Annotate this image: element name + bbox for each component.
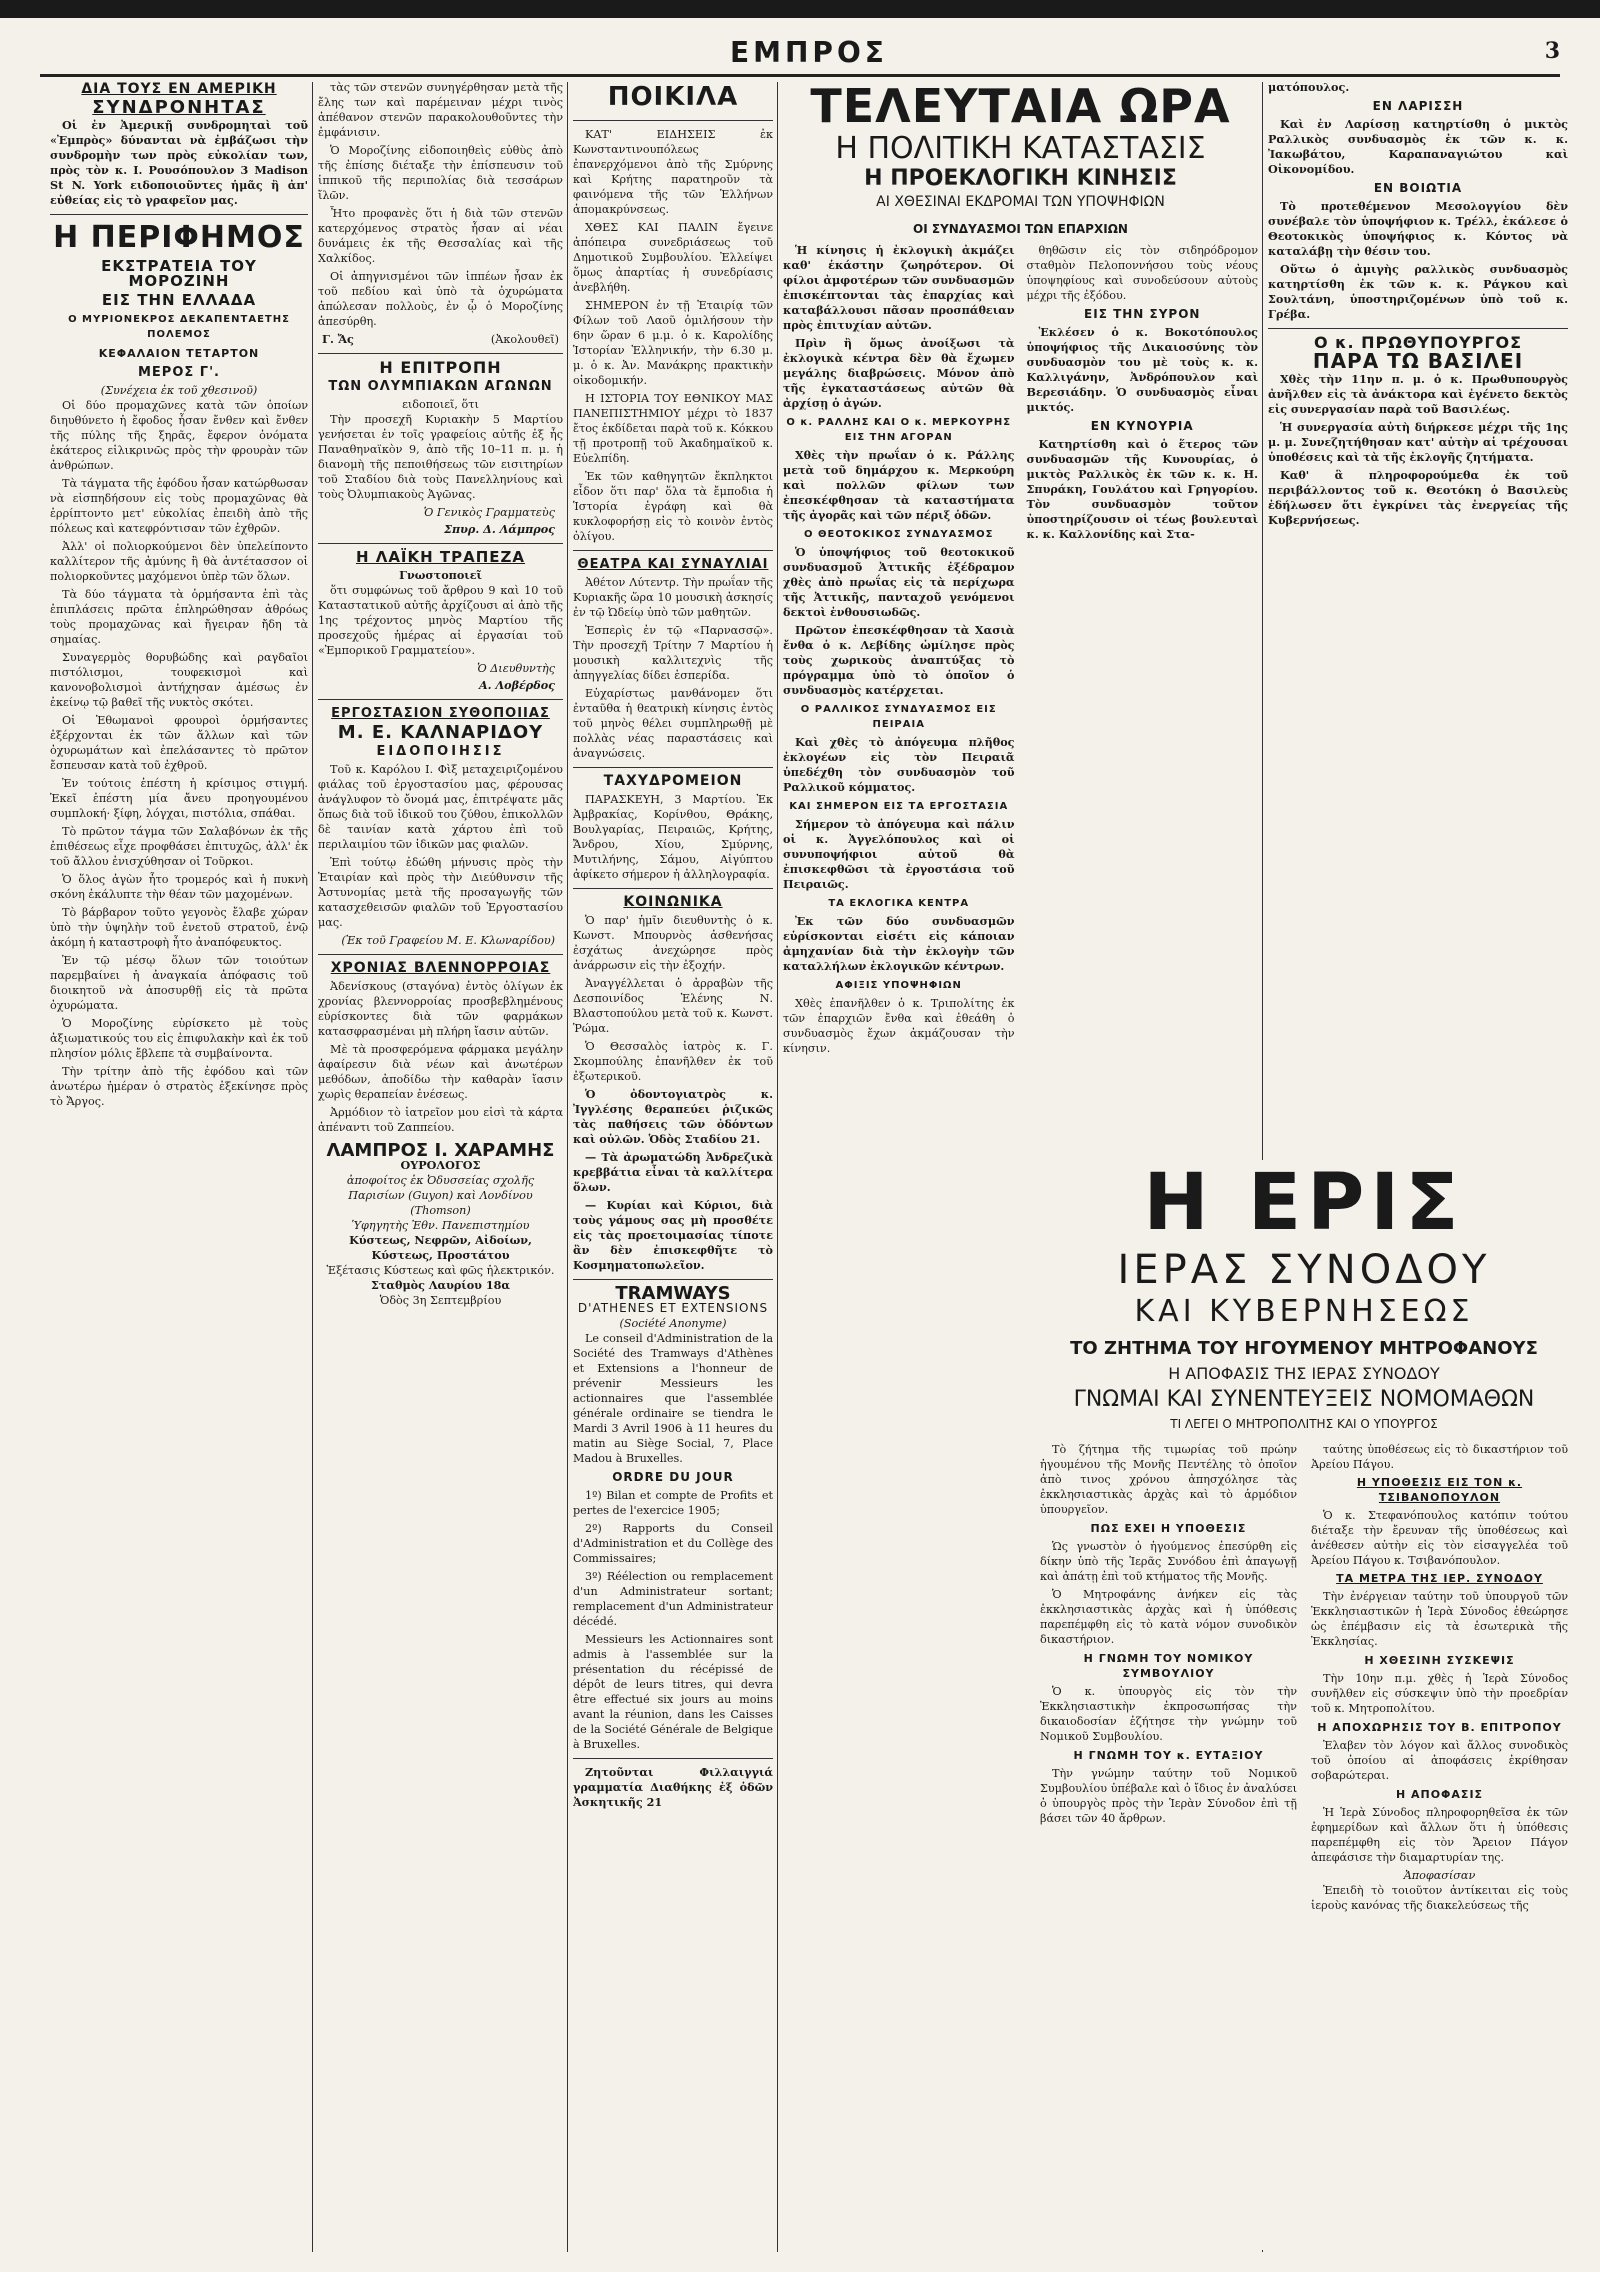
eris-body (1040, 1442, 1568, 1916)
bank-signer-title: Ὁ Διευθυντὴς (477, 662, 555, 675)
serial-subtitle: ΕΚΣΤΡΑΤΕΙΑ ΤΟΥ ΜΟΡΟΖΙΝΗ (101, 257, 257, 290)
eris-paragraph: Ἡ Ἱερὰ Σύνοδος πληροφορηθεῖσα ἐκ τῶν ἐφημερίδων καὶ ἄλλων ὅτι ἡ ὑπόθεσις παρεπέμφθη εἰς τὸν Ἄρειον Πάγον ἀπεφάσισε τὴν διαμαρτυρίαν της. (1311, 1806, 1568, 1864)
social-item: Ὁ παρ' ἡμῖν διευθυντὴς ὁ κ. Κωνστ. Μπουρνὸς ἀσθενήσας ἐσχάτως ἀνεχώρησε πρὸς ἀνάρρωσιν εἰς τὴν ἐξοχήν. (573, 914, 773, 972)
lead-headline: Η ΠΟΛΙΤΙΚΗ ΚΑΤΑΣΤΑΣΙΣ (835, 131, 1206, 166)
theatre-head: ΘΕΑΤΡΑ ΚΑΙ ΣΥΝΑΥΛΙΑΙ (577, 557, 769, 572)
factory-paragraph: Ἐπὶ τούτῳ ἐδώθη μήνυσις πρὸς τὴν Ἑταιρίαν καὶ πρὸς τὴν Διεύθυνσιν τῆς Ἀστυνομίας μετὰ τῆς προσαγωγῆς τῶν κατασχεθεισῶν φιαλῶν τοῦ Ἐργοστασίου μας. (318, 856, 563, 929)
eris-subsection: Η ΑΠΟΦΑΣΙΣ (1395, 1788, 1484, 1801)
eris-subsection: Η ΓΝΩΜΗ ΤΟΥ ΝΟΜΙΚΟΥ ΣΥΜΒΟΥΛΙΟΥ (1083, 1652, 1254, 1680)
serial-subtitle-3: Ο ΜΥΡΙΟΝΕΚΡΟΣ ΔΕΚΑΠΕΝΤΑΕΤΗΣ ΠΟΛΕΜΟΣ (68, 314, 290, 340)
divider (573, 888, 773, 889)
doctor-detail: Σταθμὸς Λαυρίου 18α (370, 1278, 511, 1292)
divider (573, 767, 773, 768)
eris-paragraph: Ἐπειδὴ τὸ τοιοῦτον ἀντίκειται εἰς τοὺς ἱεροὺς κανόνας τῆς διακελεύσεως τῆς (1311, 1884, 1568, 1912)
clinic-paragraph: Ἀρμόδιον τὸ ἰατρεῖον μου εἰσὶ τὰ κάρτα ἀπέναντι τοῦ Ζαππείου. (318, 1106, 563, 1134)
social-item: Ὁ ὀδοντογιατρὸς κ. Ἰγγλέσης θεραπεύει ῥιζικῶς τὰς παθήσεις τῶν ὀδόντων καὶ οὐλῶν. Ὁδὸς Σταδίου 21. (573, 1087, 773, 1146)
committee-signer-title: Ὁ Γενικὸς Γραμματεὺς (423, 506, 555, 519)
masthead (0, 36, 1600, 70)
article-paragraph: Ὁ Μοροζίνης εὑρίσκετο μὲ τοὺς ἀξιωματικούς του εἰς ἐπιφυλακὴν καὶ ἐκ τοῦ πλησίον μόλις ἔβλεπε τὰ συμβαίνοντα. (50, 1017, 308, 1060)
news-item: ΣΗΜΕΡΟΝ ἐν τῇ Ἑταιρίᾳ τῶν Φίλων τοῦ Λαοῦ ὁμιλήσουν τὴν 6ην ὥραν 6 μ.μ. ὁ κ. Καρολίδης Ἱστορίαν Ἑλληνικήν, τὴν 6.30 μ. μ. ὁ κ. Ἀν. Μανάκρης πρακτικὴν οἰκοδομικήν. (573, 299, 773, 387)
factory-paragraph: Τοῦ κ. Καρόλου Ι. Φὶξ μεταχειριζομένου φιάλας τοῦ ἐργοστασίου μας, φέρουσας ἀνάγλυφον τὸ ὄνομά μας, ἐπιτρέψατε μᾶς ὅπως διὰ τοῦ ἰδικοῦ του ζύθου, ἐπικολλῶν δὲ ταινίαν κατὰ χάρτου ἐπὶ τοῦ περιλαιμίου τῶν ἰδικῶν μας φιαλῶν. (318, 763, 563, 851)
eris-subsection: Η ΓΝΩΜΗ ΤΟΥ κ. ΕΥΤΑΞΙΟΥ (1073, 1749, 1264, 1762)
tramways-agenda-item: 1º) Bilan et compte de Profits et pertes de l'exercice 1905; (573, 1489, 773, 1517)
divider (573, 1279, 773, 1280)
divider (318, 543, 563, 544)
doctor-specialty: ΟΥΡΟΛΟΓΟΣ (400, 1158, 481, 1172)
lead-body-right (1027, 243, 1259, 1059)
voiotia-head: ΕΝ ΒΟΙΩΤΙΑ (1373, 181, 1463, 195)
column-3 (573, 80, 773, 2252)
eris-subsection: Η ΥΠΟΘΕΣΙΣ ΕΙΣ ΤΟΝ κ. ΤΣΙΒΑΝΟΠΟΥΛΟΝ (1356, 1476, 1523, 1504)
post-head: ΤΑΧΥΔΡΟΜΕΙΟΝ (603, 773, 743, 789)
eris-paragraph: Ὡς γνωστὸν ὁ ἡγούμενος ἐπεσύρθη εἰς δίκην ὑπὸ τῆς Ἱερᾶς Συνόδου ἐπὶ ἀπαγωγῇ καὶ ἀπάτῃ ἐπὶ τοῦ κτήματος τῆς Μονῆς. (1040, 1540, 1297, 1583)
eris-feature (1040, 1160, 1568, 2250)
eris-title: Η ΕΡΙΣ (1143, 1160, 1465, 1248)
article-paragraph: Τὸ βάρβαρον τοῦτο γεγονὸς ἔλαβε χώραν ὑπὸ τὴν ὑψηλὴν τοῦ ἐνετοῦ στρατοῦ, ἐνῷ ἀκόμη ἡ καταστροφὴ ἦτο ἀναπόφευκτος. (50, 906, 308, 949)
article-paragraph: Τὰ τάγματα τῆς ἐφόδου ἦσαν κατώρθωσαν νὰ εἰσπηδήσουν εἰς τοὺς προμαχῶνας θὰ ἐρρίπτοντο μετ' εὐκολίας ἐπειδὴ ἀπὸ τῆς πόλεως καὶ κατεφρόντισαν τῶν ἐχθρῶν. (50, 477, 308, 535)
column-divider (312, 82, 313, 2252)
committee-paragraph: Τὴν προσεχῆ Κυριακὴν 5 Μαρτίου γενήσεται ἐν τοῖς γραφείοις αὐτῆς ἐξ ἧς Παναθηναϊκὸν 9, ἀπὸ τῆς 10–11 π. μ. ἡ διανομὴ τῆς πεποιθήσεως τῶν εισιτηρίων τοῦ Σταδίου διὰ τοὺς Πανελληνίους καὶ τοὺς Ὀλυμπιακοὺς Ἀγῶνας. (318, 413, 563, 501)
bank-notice: Γνωστοποιεῖ (399, 568, 482, 582)
theatre-item: Ἑσπερὶς ἐν τῷ «Παρνασσῷ». Τὴν προσεχῆ Τρίτην 7 Μαρτίου ἡ μουσικὴ καλλιτεχνὶς τῆς ἀπηγγελίας δίδει ἑσπερίδα. (573, 624, 773, 682)
page-top-border (0, 0, 1600, 18)
doctor-detail: Ὁδὸς 3η Σεπτεμβρίου (379, 1294, 502, 1307)
tramways-subhead: D'ATHENES ET EXTENSIONS (577, 1301, 769, 1315)
pm-head-2: ΠΑΡΑ ΤΩ ΒΑΣΙΛΕΙ (1312, 349, 1524, 373)
masthead-rule (40, 74, 1560, 77)
article-paragraph: Ὁ ὅλος ἀγὼν ἦτο τρομερός καὶ ἡ πυκνὴ σκόνη ἐκάλυπτε τὴν θέαν τῶν μαχομένων. (50, 873, 308, 901)
voiotia-paragraph: Οὕτω ὁ ἀμιγὴς ραλλικὸς συνδυασμὸς κατηρτίσθη ἐκ τῶν κ. κ. Ράγκου καὶ Σουλτάνη, ὑποστηριζομένων ὑπὸ τοῦ κ. Γρέβα. (1268, 262, 1568, 321)
column-5 (1268, 80, 1568, 1152)
eris-paragraph: Τὸ ζήτημα τῆς τιμωρίας τοῦ πρώην ἡγουμένου τῆς Μονῆς Πεντέλης τὸ ὁποῖον ἀπὸ τινος χρόνου ἀπησχόλησε τὰς ἐκκλησιαστικὰς ἀρχὰς καὶ τὸ ἁρμόδιον ὑπουργεῖον. (1040, 1443, 1297, 1516)
article-paragraph: τὰς τῶν στενῶν συνηγέρθησαν μετὰ τῆς ἔλης των καὶ παρέμειναν μέχρι τινὸς ἀπέθανον στενῶν παρακολουθοῦντες τὴν ἐμφάνισιν. (318, 81, 563, 139)
post-item: ΠΑΡΑΣΚΕΥΗ, 3 Μαρτίου. Ἐκ Ἀμβρακίας, Κορίνθου, Θράκης, Βουλγαρίας, Πειραιῶς, Κρήτης, Ἄνδρου, Χίου, Σμύρνης, Μυτιλήνης, Σάμου, Αἰγύπτου ἀφίκετο σήμερον ἡ ἀλληλογραφία. (573, 793, 773, 881)
article-paragraph: Τὰ δύο τάγματα τὰ ὁρμήσαντα ἐπὶ τὰς ἐπιπλάσεις πρῶτα ἐπληρώθησαν ἀθρόως τοὺς προμαχῶνας καὶ ἤγειραν ἤδη τὰ σημαίας. (50, 588, 308, 646)
serial-chapter: ΚΕΦΑΛΑΙΟΝ ΤΕΤΑΡΤΟΝ (98, 347, 260, 360)
social-item: Ἀναγγέλλεται ὁ ἀρραβὼν τῆς Δεσποινίδος Ἑλένης Ν. Βλαστοπούλου μετὰ τοῦ κ. Κωνστ. Ῥώμα. (573, 977, 773, 1035)
lead-paragraph: Κατηρτίσθη καὶ ὁ ἕτερος τῶν συνδυασμῶν τῆς Κυνουρίας, ὁ μικτὸς Ραλλικὸς ἐκ τῶν κ. κ. Η. Σπυράκη, Γουλάτου καὶ Γρηγορίου. Τὸν συνδυασμὸν τοῦτον ὑποστηρίζουσιν οἱ τέως βουλευταὶ κ. κ. Καλλονίδης καὶ Στα- (1026, 437, 1258, 541)
eris-paragraph: Ὁ κ. Στεφανόπουλος κατόπιν τούτου διέταξε τὴν ἔρευναν τῆς ὑποθέσεως καὶ ἀνέθεσεν αὐτὴν εἰς τὸν εἰσαγγελέα τοῦ Ἀρείου Πάγου κ. Τσιβανόπουλον. (1311, 1509, 1568, 1567)
voiotia-paragraph: Τὸ προτεθέμενον Μεσολογγίου δὲν συνέβαλε τὸν ὑποψήφιον κ. Τρέλλ, ἐκάλεσε ὁ Θεοτοκικὸς ὑποψήφιος κ. Κόντος νὰ καταλάβῃ τὴν θέσιν του. (1268, 199, 1568, 258)
tramways-company-type: (Société Anonyme) (619, 1317, 727, 1330)
clinic-paragraph: Μὲ τὰ προσφερόμενα φάρμακα μεγάλην ἀφαίρεσιν διὰ νέων καὶ ἀνωτέρων μεθόδων, ἀποδίδω τὴν καθαρὰν ἴασιν χωρὶς θεραπείαν ἐνέσεως. (318, 1043, 563, 1101)
article-paragraph: Συναγερμὸς θορυβώδης καὶ ραγδαῖοι πιστόλισμοι, τουφεκισμοὶ καὶ κανονοβολισμοὶ ἀντήχησαν ἀμέσως ἐν ἐκείνῳ τῷ βαθεῖ τῆς νυκτὸς σκότει. (50, 651, 308, 709)
article-paragraph: Ὁ Μοροζίνης εἰδοποιηθεὶς εὐθὺς ἀπὸ τῆς ἐπίσης διέταξε τὴν ἐπίσπευσιν τοῦ ἱππικοῦ τῆς περιπολίας διὰ τεσσάρων ἴλῶν. (318, 144, 563, 202)
america-head: ΔΙΑ ΤΟΥΣ ΕΝ ΑΜΕΡΙΚΗ (81, 81, 277, 97)
eris-paragraph: Τὴν γνώμην ταύτην τοῦ Νομικοῦ Συμβουλίου ὑπέβαλε καὶ ὁ ἴδιος ἐν ἀναλύσει ὁ ὑπουργὸς πρὸς τὴν Ἱερὰν Σύνοδον ἐπὶ τῇ βάσει τῶν 40 ἄρθρων. (1040, 1767, 1297, 1825)
eris-paragraph: Τὴν 10ην π.μ. χθὲς ἡ Ἱερὰ Σύνοδος συνῆλθεν εἰς σύσκεψιν ὑπὸ τὴν προεδρίαν τοῦ κ. Μητροπολίτου. (1311, 1672, 1568, 1715)
eris-paragraph: Τὴν ἐνέργειαν ταύτην τοῦ ὑπουργοῦ τῶν Ἐκκλησιαστικῶν ἡ Ἱερὰ Σύνοδος ἐθεώρησε ὡς ἐπέμβασιν εἰς τὰ ἐσωτερικὰ τῆς Ἐκκλησίας. (1311, 1590, 1568, 1648)
lead-paragraph: Ὁ ὑποψήφιος τοῦ θεοτοκικοῦ συνδυασμοῦ Ἀττικῆς ἐξέδραμον χθὲς ἀπὸ πρωΐας εἰς τὰ περίχωρα τῆς Ἀττικῆς, πανταχοῦ γενόμενοι δεκτοὶ ἐνθουσιωδῶς. (783, 545, 1015, 619)
factory-name: Μ. Ε. ΚΑΛΝΑΡΙΔΟΥ (337, 722, 544, 743)
lead-subsection: Ο κ. ΡΑΛΛΗΣ ΚΑΙ Ο κ. ΜΕΡΚΟΥΡΗΣ ΕΙΣ ΤΗΝ ΑΓΟΡΑΝ (786, 417, 1012, 443)
eris-paragraph: Ὁ κ. ὑπουργὸς εἰς τὸν τὴν Ἐκκλησιαστικὴν ἐκπροσωπήσας τὴν δικαιοδοσίαν ἐζήτησε τὴν γνώμην τοῦ Νομικοῦ Συμβουλίου. (1040, 1685, 1297, 1743)
divider (573, 120, 773, 121)
lead-paragraph: Ἐκλέσεν ὁ κ. Βοκοτόπουλος ὑποψήφιος τῆς Δικαιοσύνης τὸν συνδυασμὸν του μὲ τοὺς κ. κ. Καλλιγάνην, Ἀνδρόπουλον καὶ Βερεσιάδην. Ὁ συνδυασμὸς εἶναι μικτός. (1026, 325, 1258, 414)
lead-subsection: ΚΑΙ ΣΗΜΕΡΟΝ ΕΙΣ ΤΑ ΕΡΓΟΣΤΑΣΙΑ (789, 801, 1009, 812)
lead-paragraph: Ἡ κίνησις ἡ ἐκλογικὴ ἀκμάζει καθ' ἑκάστην ζωηρότερον. Οἱ φίλοι ἀμφοτέρων τῶν συνδυασμῶν ἐπισκέπτονται τὰς ἐπαρχίας καὶ καταβάλλουσι πᾶσαν προσπάθειαν πρὸς ἐπιτυχίαν αὐτῶν. (783, 243, 1015, 332)
theatre-item: Ἀθέτον Λύτεντρ. Τὴν πρωΐαν τῆς Κυριακῆς ὥρα 10 μουσικὴ ἀσκησίς ἐν τῷ Ὠδείῳ ὑπὸ τῶν μαθητῶν. (573, 576, 773, 619)
news-item: Ἐκ τῶν καθηγητῶν ἔκπληκτοι εἶδον ὅτι παρ' ὅλα τὰ ἔμποδια ἡ Ἱστορία ἐγράφη καὶ θὰ κυκλοφορήσῃ εἰς τὸ κοινὸν ἐντὸς ὀλίγου. (573, 470, 773, 543)
doctor-detail: Ὑφηγητὴς Ἐθν. Πανεπιστημίου (351, 1219, 530, 1232)
column-2 (318, 80, 563, 2252)
news-item: ΧΘΕΣ ΚΑΙ ΠΑΛΙΝ ἔγεινε ἀπόπειρα συνεδριάσεως τοῦ Δημοτικοῦ Συμβουλίου. Ἐλλείψει ὅμως ἀπαρτίας ἡ συνεδρίασις ἀνεβλήθη. (573, 221, 773, 294)
eris-subtitle-2: ΚΑΙ ΚΥΒΕΡΝΗΣΕΩΣ (1134, 1294, 1474, 1329)
bank-signer: Α. Λοβέρδος (478, 678, 555, 692)
larissa-paragraph: Καὶ ἐν Λαρίσσῃ κατηρτίσθη ὁ μικτὸς Ραλλικὸς συνδυασμὸς ἐκ τῶν κ. κ. Ἰακωβάτου, Καραπαναγιώτου καὶ Οἰκονομίδου. (1268, 117, 1568, 176)
eris-subsection: Η ΧΘΕΣΙΝΗ ΣΥΣΚΕΨΙΣ (1364, 1654, 1515, 1667)
social-item: — Κυρίαι καὶ Κύριοι, διὰ τοὺς γάμους σας μὴ προσθέτε εἰς τὰς προετοιμασίας τίποτε ἂν δὲν ἐπισκεφθῆτε τὸ Κοσμηματοπωλεῖον. (573, 1198, 773, 1272)
eris-deck-3: ΓΝΩΜΑΙ ΚΑΙ ΣΥΝΕΝΤΕΥΞΕΙΣ ΝΟΜΟΜΑΘΩΝ (1073, 1387, 1535, 1412)
social-item: — Τὰ ἀρωματώδη Ἀνδρεζικὰ κρεββάτια εἶναι τὰ καλλίτερα ὅλων. (573, 1150, 773, 1194)
eris-deck-4: ΤΙ ΛΕΓΕΙ Ο ΜΗΤΡΟΠΟΛΙΤΗΣ ΚΑΙ Ο ΥΠΟΥΡΓΟΣ (1170, 1417, 1438, 1431)
divider (318, 699, 563, 700)
divider (318, 954, 563, 955)
news-item: ΚΑΤ' ΕΙΔΗΣΕΙΣ ἐκ Κωνσταντινουπόλεως ἐπανερχόμενοι ἀπὸ τῆς Σμύρνης καὶ Κρήτης παρατηροῦν τὰ φαινόμενα τῆς τῶν Ἑλλήνων ἀπομακρύνσεως. (573, 128, 773, 216)
article-paragraph: Ἀλλ' οἱ πολιορκούμενοι δὲν ὑπελείποντο καλλίτερον τῆς ἀμύνης ἢ θὰ ἀντέτασσον οἱ πολιορκοῦντες μαχόμενοι ὑπὲρ τῶν ὅλων. (50, 540, 308, 583)
pm-paragraph: Χθὲς τὴν 11ην π. μ. ὁ κ. Πρωθυπουργὸς ἀνῆλθεν εἰς τὰ ἀνάκτορα καὶ ἐγένετο δεκτὸς εἰς συνεργασίαν παρὰ τοῦ Βασιλέως. (1268, 372, 1568, 416)
divider (318, 353, 563, 354)
article-paragraph: Ἦτο προφανὲς ὅτι ἡ διὰ τῶν στενῶν κατερχόμενος στρατὸς ἦσαν αἱ νέαι δυνάμεις ἐκ τῆς Θεσσαλίας καὶ τῆς Χαλκίδος. (318, 207, 563, 265)
tramways-agenda-item: Messieurs les Actionnaires sont admis à l'assemblée sur la présentation du récépissé de dépôt de leurs titres, qui devra être effectué six jours au moins avant la réunion, dans les Caisses de la Société Générale de Belgique à Bruxelles. (573, 1633, 773, 1751)
serial-title: Η ΠΕΡΙΦΗΜΟΣ (53, 220, 305, 255)
page-number: 3 (1544, 38, 1560, 64)
lead-paragraph: Σήμερον τὸ ἀπόγευμα καὶ πάλιν οἱ κ. Ἀγγελόπουλος καὶ οἱ συνυποψήφιοι αὐτοῦ θὰ ἐπισκεφθῶσι τὰ ἐργοστάσια τοῦ Πειραιῶς. (783, 817, 1015, 891)
eris-paragraph: Ἐλαβεν τὸν λόγον καὶ ἄλλος συνοδικὸς τοῦ ὁποίου αἱ ἀποφάσεις ἐκρίθησαν σοβαρώτεραι. (1311, 1739, 1568, 1782)
committee-signer: Σπυρ. Δ. Λάμπρος (444, 522, 555, 536)
lead-body (783, 243, 1258, 1059)
committee-notice: ειδοποιεῖ, ὅτι (402, 398, 479, 411)
clinic-head: ΧΡΟΝΙΑΣ ΒΛΕΝΝΟΡΡΟΙΑΣ (330, 960, 551, 976)
article-paragraph: Ἐν τούτοις ἐπέστη ἡ κρίσιμος στιγμή. Ἐκεῖ ἐπέστη μία ἄνευ προηγουμένου συμπλοκή· ξίφη, λόγχαι, πιστόλια, σπάθαι. (50, 777, 308, 820)
lead-deck-2: ΟΙ ΣΥΝΔΥΑΣΜΟΙ ΤΩΝ ΕΠΑΡΧΙΩΝ (913, 222, 1128, 236)
committee-head: Η ΕΠΙΤΡΟΠΗ (379, 358, 502, 377)
poikila-head: ΠΟΙΚΙΛΑ (607, 82, 739, 112)
article-paragraph: Οἱ Ἑθωμανοὶ φρουροὶ ὁρμήσαντες ἐξέρχονται ἐκ τῶν ἄλλων καὶ τῶν ὀχυρωμάτων καὶ ἐπελάσαντες τὸ πρῶτον ἔσπευσαν κατὰ τοῦ ἐχθροῦ. (50, 714, 308, 772)
eris-subsection: ΤΑ ΜΕΤΡΑ ΤΗΣ ΙΕΡ. ΣΥΝΟΔΟΥ (1336, 1572, 1543, 1585)
lead-kicker: ΤΕΛΕΥΤΑΙΑ ΩΡΑ (810, 80, 1231, 133)
lead-subsection: ΑΦΙΞΙΣ ΥΠΟΨΗΦΙΩΝ (835, 980, 962, 991)
social-item: Ὁ Θεσσαλὸς ἰατρὸς κ. Γ. Σκομπούλης ἐπανῆλθεν ἐκ τοῦ ἐξωτερικοῦ. (573, 1040, 773, 1083)
article-paragraph: Τὸ πρῶτον τάγμα τῶν Σαλαβόνων ἐκ τῆς ἐπιθέσεως εἶχε προφθάσει ἐπιτυχῶς, ἀλλ' ἐκ τοῦ ἄλλου ἐνισχύθησαν οἱ Τοῦρκοι. (50, 825, 308, 868)
column-1 (50, 80, 308, 2252)
lead-paragraph: Ἐκ τῶν δύο συνδυασμῶν εὑρίσκονται εἰσέτι εἰς κάποιαν ἀμηχανίαν διὰ τὴν ἐκλογὴν τῶν καταλλήλων ἐκλογικῶν κέντρων. (783, 914, 1015, 973)
lead-paragraph: Πρὶν ἢ ὅμως ἀνοίξωσι τὰ ἐκλογικὰ κέντρα δὲν θὰ ἔχωμεν μεγάλης διαβρώσεις. Μόνον ἀπὸ τῆς ἐγκαταστάσεως αὐτῶν θὰ ἀρχίσῃ ὁ ἀγών. (783, 336, 1015, 410)
divider (50, 214, 308, 215)
eris-resolution: Ἀποφασίσαν (1403, 1869, 1476, 1882)
pm-paragraph: Ἡ συνεργασία αὐτὴ διήρκεσε μέχρι τῆς 1ης μ. μ. Συνεζητήθησαν κατ' αὐτὴν αἱ τρέχουσαι ὑποθέσεις καὶ τὰ τῆς ἐκλογῆς ζητήματα. (1268, 420, 1568, 464)
continued-note: (Ἀκολουθεῖ) (490, 333, 559, 346)
divider (573, 1758, 773, 1759)
lead-subsection: Ο ΡΑΛΛΙΚΟΣ ΣΥΝΔΥΑΣΜΟΣ ΕΙΣ ΠΕΙΡΑΙΑ (800, 704, 997, 730)
theatre-item: Εὐχαρίστως μανθάνομεν ὅτι ἐνταῦθα ἡ θεατρικὴ κίνησις ἐντὸς τοῦ μηνὸς θέλει συμπληρωθῇ μὲ πολλὰς νέας παραστάσεις καὶ ἀναγνώσεις. (573, 687, 773, 760)
bank-head: Η ΛΑΪΚΗ ΤΡΑΠΕΖΑ (355, 548, 526, 566)
doctor-name: ΛΑΜΠΡΟΣ Ι. ΧΑΡΑΜΗΣ (326, 1140, 555, 1161)
tramways-agenda-item: 2º) Rapports du Conseil d'Administration et du Collège des Commissaires; (573, 1522, 773, 1565)
bank-paragraph: ὅτι συμφώνως τοῦ ἄρθρου 9 καὶ 10 τοῦ Καταστατικοῦ αὐτῆς ἀρχίζουσι αἱ ἀπὸ τῆς 1ης τρέχοντος μηνὸς Μαρτίου τῆς προσεχοῦς ἡμέρας αἱ ἐργασίαι τοῦ «Ἐμπορικοῦ Γραμματείου». (318, 584, 563, 657)
paper-name: ΕΜΠΡΟΣ (730, 36, 888, 69)
factory-signature: (Ἐκ τοῦ Γραφείου Μ. Ε. Κλωναρίδου) (341, 934, 555, 947)
lead-subsection: ΕΝ ΚΥΝΟΥΡΙΑ (1090, 419, 1194, 433)
eris-subsection: ΠΩΣ ΕΧΕΙ Η ΥΠΟΘΕΣΙΣ (1090, 1522, 1247, 1535)
factory-notice: ΕΙΔΟΠΟΙΗΣΙΣ (376, 744, 505, 759)
news-item: Η ΙΣΤΟΡΙΑ ΤΟΥ ΕΘΝΙΚΟΥ ΜΑΣ ΠΑΝΕΠΙΣΤΗΜΙΟΥ μέχρι τὸ 1837 ἔτος ἐκδίδεται παρὰ τοῦ κ. Κόκκου τῇ προτροπῇ τοῦ Ἀκαδημαϊκοῦ κ. Εὐελπίδη. (573, 392, 773, 465)
lead-paragraph: Πρῶτον ἐπεσκέφθησαν τὰ Χασιὰ ἔνθα ὁ κ. Λεβίδης ὡμίλησε πρὸς τοὺς χωρικοὺς ἀναπτύξας τὸ πρόγραμμα ὑπὸ τὸ ὁποῖον ὁ συνδυασμὸς κατέρχεται. (783, 623, 1015, 697)
article-paragraph: Ἐν τῷ μέσῳ ὅλων τῶν τοιούτων παρεμβαίνει ἡ ἀναγκαία ἀπόφασις τοῦ διοικητοῦ νὰ ἀποσυρθῇ εἰς τὰ πρῶτα ὀχυρώματα. (50, 954, 308, 1012)
article-paragraph: Τὴν τρίτην ἀπὸ τῆς ἐφόδου καὶ τῶν ἀνωτέρω ἡμέραν ὁ στρατὸς ἐξεκίνησε πρὸς τὸ Ἄργος. (50, 1065, 308, 1108)
eris-body-left (1040, 1442, 1297, 1916)
lead-subsection: ΕΙΣ ΤΗΝ ΣΥΡΟΝ (1084, 307, 1201, 321)
serial-subtitle-2: ΕΙΣ ΤΗΝ ΕΛΛΑΔΑ (101, 291, 257, 309)
classified-ad: Ζητοῦνται Φιλλαιγγιά γραμματία Διαθήκης ἐξ ὁδῶν Ἀσκητικῆς 21 (573, 1765, 773, 1809)
eris-paragraph: ταύτης ὑποθέσεως εἰς τὸ δικαστήριον τοῦ Ἀρείου Πάγου. (1311, 1443, 1568, 1471)
pm-head: Ο κ. ΠΡΩΘΥΠΟΥΡΓΟΣ (1313, 333, 1523, 352)
divider (573, 550, 773, 551)
column-divider (777, 82, 778, 2252)
signature: Γ. Ἄς (322, 332, 354, 346)
social-head: ΚΟΙΝΩΝΙΚΑ (623, 894, 723, 910)
lead-paragraph: Χθὲς τὴν πρωΐαν ὁ κ. Ράλλης μετὰ τοῦ δημάρχου κ. Μερκούρη καὶ πολλῶν φίλων των ἐπεσκέφθησαν τὰ καταστήματα τῆς ἀγορᾶς καὶ τῶν πέριξ ὁδῶν. (783, 448, 1015, 522)
lead-body-left (783, 243, 1015, 1059)
article-paragraph: Οἱ ἀπηγνισμένοι τῶν ἱππέων ἦσαν ἐκ τοῦ πεδίου καὶ ὑπὸ τὰ ὀχυρώματα ἀπώλεσαν πολλοὺς, ἐν ᾧ ὁ Μοροζίνης ἀπεσύρθη. (318, 270, 563, 328)
tramways-head: TRAMWAYS (615, 1283, 731, 1304)
factory-head: ΕΡΓΟΣΤΑΣΙΟΝ ΣΥΘΟΠΟΙΙΑΣ (331, 706, 550, 721)
doctor-detail: ἀποφοίτος ἐκ Ὀδυσσείας σχολῆς Παρισίων (Guyon) καὶ Λονδίνου (Thomson) (346, 1174, 535, 1217)
eris-deck: ΤΟ ΖΗΤΗΜΑ ΤΟΥ ΗΓΟΥΜΕΝΟΥ ΜΗΤΡΟΦΑΝΟΥΣ (1070, 1338, 1538, 1359)
article-paragraph: Οἱ δύο προμαχῶνες κατὰ τῶν ὁποίων διηυθύνετο ἡ ἔφοδος ἦσαν ἔνθεν καὶ ἔνθεν τῆς πύλης τῆς ξηρᾶς, ἔφερον ὀνόματα ἑκάτερος εἰλικρινῶς πρὸς τὴν φρουρὰν τῶν ἀνθρώπων. (50, 399, 308, 472)
larissa-head: ΕΝ ΛΑΡΙΣΣΗ (1372, 99, 1464, 113)
divider (1268, 328, 1568, 329)
eris-paragraph: Ὁ Μητροφάνης ἀνήκεν εἰς τὰς ἐκκλησιαστικὰς ἀρχὰς καὶ ἡ ὑπόθεσις παρεπέμφθη εἰς τὸ κατὰ νόμον συνοδικὸν δικαστήριον. (1040, 1588, 1297, 1646)
eris-subtitle: ΙΕΡΑΣ ΣΥΝΟΔΟΥ (1117, 1247, 1491, 1293)
doctor-detail: Κύστεως, Νεφρῶν, Αἰδοίων, Κύστεως, Προστάτου (349, 1233, 532, 1262)
lead-subsection: ΤΑ ΕΚΛΟΓΙΚΑ ΚΕΝΤΡΑ (828, 898, 970, 909)
pm-paragraph: Καθ' ἃ πληροφορούμεθα ἐκ τοῦ περιβάλλοντος τοῦ κ. Θεοτόκη ὁ Βασιλεὺς ἐδήλωσεν ὅτι ἐγκρίνει τὰς ἐνεργείας τῆς Κυβερνήσεως. (1268, 468, 1568, 527)
lead-subsection: Ο ΘΕΟΤΟΚΙΚΟΣ ΣΥΝΔΥΑΣΜΟΣ (804, 529, 994, 540)
serial-part: ΜΕΡΟΣ Γ'. (137, 365, 220, 380)
tramways-paragraph: Le conseil d'Administration de la Société des Tramways d'Athènes et Extensions a l'honneur de prévenir Messieurs les actionnaires que l'assemblée générale ordinaire se tiendra le Mardi 3 Avril 1906 à 11 heures du matin au Siège Social, 7, Place Madou à Bruxelles. (573, 1332, 773, 1465)
eris-body-right (1311, 1442, 1568, 1916)
lead-paragraph: θηθῶσιν εἰς τὸν σιδηρόδρομον σταθμὸν Πελοποννήσου τοὺς νέους ὑποψηφίους καὶ συνοδεύσουν αὐτοὺς μέχρι τῆς ἐξόδου. (1026, 244, 1258, 302)
serial-continued: (Συνέχεια ἐκ τοῦ χθεσινοῦ) (100, 384, 258, 397)
eris-deck-2: Η ΑΠΟΦΑΣΙΣ ΤΗΣ ΙΕΡΑΣ ΣΥΝΟΔΟΥ (1168, 1364, 1440, 1383)
clinic-paragraph: Ἀδενίσκους (σταγόνα) ἐντὸς ὀλίγων ἐκ χρονίας βλεννορροίας προσβεβλημένους εὑρίσκοντες διὰ τῶν φαρμάκων κατασφρασμέναι μὴ πλήρη ἴασιν αὐτῶν. (318, 980, 563, 1038)
lead-paragraph: Χθὲς ἐπανῆλθεν ὁ κ. Τριπολίτης ἐκ τῶν ἐπαρχιῶν ἔνθα καὶ ἐθεάθη ὁ συνδυασμὸς ἔχων ἀκμάζουσαν τὴν κίνησιν. (783, 997, 1015, 1055)
doctor-detail: Ἐξέτασις Κύστεως καὶ φῶς ἠλεκτρικόν. (326, 1264, 555, 1277)
column-divider (567, 82, 568, 2252)
tramways-agenda-item: 3º) Réélection ou remplacement d'un Administrateur sortant; remplacement d'un Administrateur décédé. (573, 1570, 773, 1628)
lead-deck: ΑΙ ΧΘΕΣΙΝΑΙ ΕΚΔΡΟΜΑΙ ΤΩΝ ΥΠΟΨΗΦΙΩΝ (876, 194, 1165, 210)
eris-subsection: Η ΑΠΟΧΩΡΗΣΙΣ ΤΟΥ Β. ΕΠΙΤΡΟΠΟΥ (1317, 1721, 1562, 1734)
lead-subhead: Η ΠΡΟΕΚΛΟΓΙΚΗ ΚΙΝΗΣΙΣ (864, 166, 1177, 191)
tramways-agenda-head: ORDRE DU JOUR (612, 1470, 734, 1484)
lead-paragraph: Καὶ χθὲς τὸ ἀπόγευμα πλῆθος ἐκλογέων εἰς τὸν Πειραιᾶ ὑπεδέχθη τὸν συνδυασμὸν τοῦ Ραλλικοῦ κόμματος. (783, 735, 1015, 794)
committee-subhead: ΤΩΝ ΟΛΥΜΠΙΑΚΩΝ ΑΓΩΝΩΝ (328, 379, 553, 394)
america-notice: Οἱ ἐν Ἀμερικῇ συνδρομηταὶ τοῦ «Ἐμπρὸς» δύνανται νὰ ἐμβάζωσι τὴν συνδρομὴν των πρὸς εὐκολίαν των, πρὸς τὸν κ. Ι. Ρουσόπουλον 3 Madison St N. York ειδοποιοῦντες ἡμᾶς ἢ ἀπ' εὐθείας εἰς τὸ γραφεῖον μας. (50, 118, 308, 207)
america-head-2: ΣΥΝΔΡΟΝΗΤΑΣ (92, 97, 266, 118)
continuation-line: ματόπουλος. (1268, 80, 1350, 94)
